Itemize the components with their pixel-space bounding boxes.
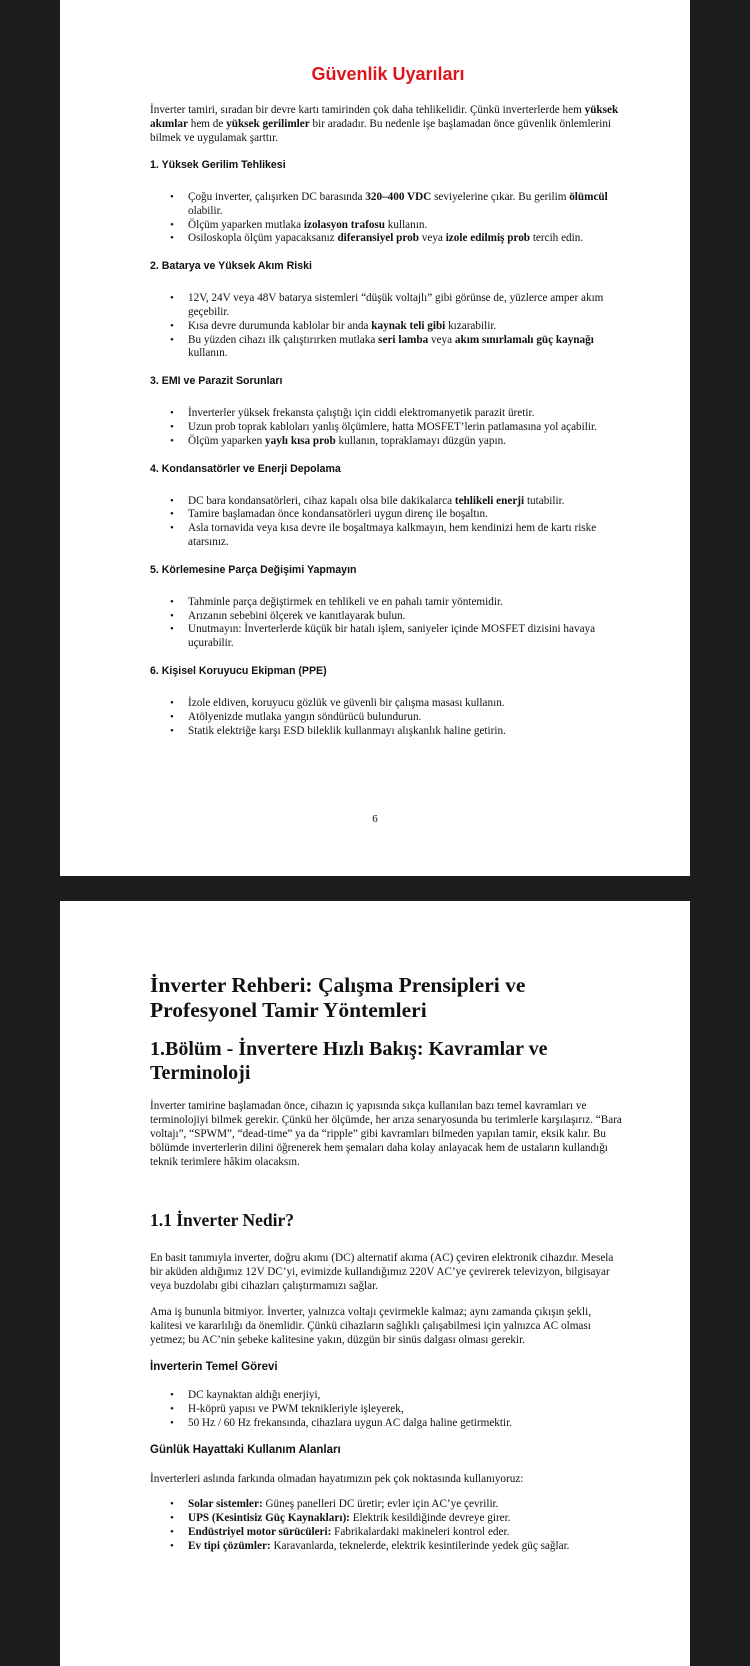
list-item [188,421,626,435]
text-run: Asla tornavida veya kısa devre ile boşaltmaya kalkmayın, hem kendinizi hem de kartı riske atarsınız. [188,522,597,548]
bullet-list [150,407,626,448]
intro-paragraph [150,103,626,145]
text-run: Bu yüzden cihazı ilk çalıştırırken mutlaka [188,333,379,346]
bold-text: UPS (Kesintisiz Güç Kaynakları): [188,1512,350,1525]
bullet-list [150,495,626,550]
text-run: DC bara kondansatörleri, cihaz kapalı olsa bile dakikalarca [188,494,455,507]
list-item [188,1526,626,1540]
text-run: Unutmayın: İnverterlerde küçük bir hatalı işlem, saniyeler içinde MOSFET dizisini havaya uçurabilir. [188,623,596,650]
section-title: 1.1 İnverter Nedir? [150,1210,295,1230]
list-item [188,610,626,624]
subheading-main-task: İnverterin Temel Görevi [150,1361,278,1373]
bold-text: Ev tipi çözümler: [188,1539,271,1552]
bullet-list [150,596,626,651]
list-item [188,711,626,725]
quality-paragraph: Ama iş bununla bitmiyor. İnverter, yalnızca voltajı çevirmekle kalmaz; aynı zamanda çıkışın şekli, kalitesi ve kararlılığı da önemlidir. Çünkü cihazların sağlıklı çalışabilmesi için yalnızca AC olması yetmez; bu AC’nin şebeke kalitesine yakın, düzgün bir sinüs dalgası olması gerekir. [150,1306,592,1346]
section-heading-3: 3. EMI ve Parazit Sorunları [150,375,283,388]
list-item [188,596,626,610]
text-run: Ölçüm yaparken [188,434,266,447]
bold-text: izole edilmiş prob [445,232,531,245]
text-run: seviyelerine çıkar. Bu gerilim [431,191,570,203]
text-run: tutabilir. [524,494,565,507]
text-run: hem de [187,118,227,130]
bold-text: yüksek akımlar [150,104,619,130]
text-run: Statik elektriğe karşı ESD bileklik kullanmayı alışkanlık haline getirin. [188,724,506,737]
list-item [188,320,626,334]
text-run: bir aradadır. Bu nedenle işe başlamadan önce güvenlik önlemlerini bilmek ve uygulamak şarttır. [150,118,612,144]
usage-intro-paragraph: İnverterleri aslında farkında olmadan hayatımızın pek çok noktasında kullanıyoruz: [150,1473,524,1486]
list-item [188,292,626,320]
text-run: kullanın. [384,218,428,231]
bullet-list [150,191,626,246]
bold-text: tehlikeli enerji [454,494,525,507]
section-heading-6: 6. Kişisel Koruyucu Ekipman (PPE) [150,664,327,677]
safety-sections [150,159,626,738]
bold-text: akım sınırlamalı güç kaynağı [454,333,594,346]
page-title: Güvenlik Uyarıları [311,64,465,84]
text-run: veya [418,232,446,245]
list-item: • DC kaynaktan aldığı enerjiyi, [188,1389,626,1403]
text-run: Güneş panelleri DC üretir; evler için AC’ye çevrilir. [262,1498,499,1511]
text-run: Elektrik kesildiğinde devreye girer. [349,1512,511,1525]
section-heading-5: 5. Körlemesine Parça Değişimi Yapmayın [150,563,357,576]
list-item [188,232,626,246]
bold-text: yüksek gerilimler [226,118,310,130]
bold-text: Solar sistemler: [188,1498,263,1511]
bold-text: 320–400 VDC [365,191,432,203]
text-run: olabilir. [188,204,223,217]
text-run: kızarabilir. [445,319,497,332]
bullet-list [150,292,626,361]
text-run: İzole eldiven, koruyucu gözlük ve güvenli bir çalışma masası kullanın. [188,696,505,709]
document-page-7 [60,901,690,1666]
chapter-intro-paragraph: İnverter tamirine başlamadan önce, cihazın iç yapısında sıkça kullanılan bazı temel kavramları ve terminolojiyi bilmek gerekir. Çünkü her ölçümde, her arıza senaryosunda bu terimlerle karşılaşırız. “Bara voltajı”, “SPWM”, “dead-time” ya da “ripple” gibi kavramları bilmeden yapılan tamir, eksik kalır. Bu bölümde inverterlerin dilini öğrenerek hem şemaları daha kolay anlayacak hem de ustaların kullandığı teknik terimlere hâkim olacaksın. [150,1100,622,1168]
chapter-title: 1.Bölüm - İnvertere Hızlı Bakış: Kavramlar ve Terminoloji [150,1038,548,1084]
text-run: 12V, 24V veya 48V batarya sistemleri “düşük voltajlı” gibi görünse de, yüzlerce amper akım geçebilir. [188,292,604,318]
text-run: Ölçüm yaparken mutlaka [188,218,304,231]
text-run: Tahminle parça değiştirmek en tehlikeli ve en pahalı tamir yöntemidir. [188,595,503,608]
bold-text: yaylı kısa prob [265,434,336,447]
text-run: veya [428,333,455,346]
list-item [188,334,626,362]
text-run: Atölyenizde mutlaka yangın söndürücü bulundurun. [188,710,422,723]
text-run: Fabrikalardaki makineleri kontrol eder. [331,1525,510,1538]
list-item: • 50 Hz / 60 Hz frekansında, cihazlara uygun AC dalga haline getirmektir. [188,1417,626,1431]
text-run: kullanın. [188,347,228,360]
list-item [188,697,626,711]
list-item [188,407,626,421]
list-item [188,435,626,449]
text-run: İnverter tamiri, sıradan bir devre kartı tamirinden çok daha tehlikelidir. Çünkü inverterlerde hem [150,104,585,116]
section-heading-4: 4. Kondansatörler ve Enerji Depolama [150,462,341,475]
list-item [188,1540,626,1554]
text-run: Osiloskopla ölçüm yapacaksanız [188,232,338,245]
text-run: İnverterler yüksek frekansta çalıştığı için ciddi elektromanyetik parazit üretir. [188,407,535,420]
list-item [188,623,626,651]
bold-text: izolasyon trafosu [303,218,385,231]
text-run: Çoğu inverter, çalışırken DC barasında [188,191,366,203]
list-item: • H-köprü yapısı ve PWM teknikleriyle işleyerek, [188,1403,626,1417]
main-task-list [150,1389,626,1430]
page-number: 6 [372,813,378,825]
text-run: Karavanlarda, teknelerde, elektrik kesintilerinde yedek güç sağlar. [270,1539,570,1552]
text-run: Arızanın sebebini ölçerek ve kanıtlayarak bulun. [188,609,406,622]
bold-text: Endüstriyel motor sürücüleri: [188,1525,332,1538]
section-heading-1: 1. Yüksek Gerilim Tehlikesi [150,159,286,171]
definition-paragraph: En basit tanımıyla inverter, doğru akımı (DC) alternatif akıma (AC) çeviren elektronik cihazdır. Mesela bir aküden aldığımız 12V DC’yi, evimizde kullandığımız 220V AC’ye çevirerek televizyon, bilgisayar veya buzdolabı gibi cihazları çalıştırmamızı sağlar. [150,1252,614,1292]
bold-text: ölümcül [569,191,608,203]
text-run: Uzun prob toprak kabloları yanlış ölçümlere, hatta MOSFET’lerin patlamasına yol açabilir. [188,420,597,433]
text-run: tercih edin. [530,232,584,245]
list-item [188,522,626,550]
text-run: Kısa devre durumunda kablolar bir anda [188,319,372,332]
list-item [188,191,626,219]
text-run: kullanın, topraklamayı düzgün yapın. [335,434,506,447]
document-page-6 [60,0,690,876]
bold-text: seri lamba [378,333,429,346]
list-item [188,1498,626,1512]
bullet-list [150,697,626,738]
section-heading-2: 2. Batarya ve Yüksek Akım Riski [150,260,312,273]
text-run: Tamire başlamadan önce kondansatörleri uygun direnç ile boşaltın. [188,508,488,521]
list-item [188,219,626,233]
subheading-usage-areas: Günlük Hayattaki Kullanım Alanları [150,1444,341,1457]
list-item [188,1512,626,1526]
list-item [188,495,626,509]
list-item [188,508,626,522]
bold-text: kaynak teli gibi [371,319,446,332]
bold-text: diferansiyel prob [337,232,419,245]
book-title: İnverter Rehberi: Çalışma Prensipleri ve Profesyonel Tamir Yöntemleri [150,973,526,1022]
usage-list [150,1498,626,1553]
list-item [188,725,626,739]
